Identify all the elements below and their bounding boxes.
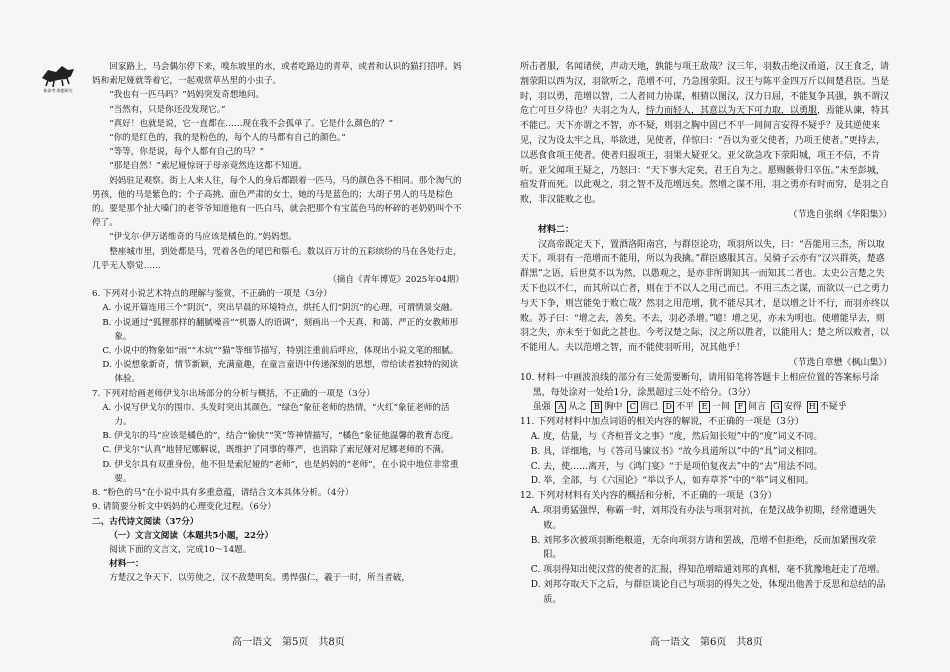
- q10-word-a: 从之: [568, 402, 587, 413]
- material-1-label: 材料一：: [109, 559, 144, 570]
- q7-option-d: D. 伊戈尔具有双重身份，他不但是索尼娅的“老师”，也是妈妈的“老师”，在小说中地位非常重要。: [102, 459, 459, 484]
- story-para-6: “等等，你是说，每个人都有自己的马？”: [109, 147, 265, 158]
- q7-option-b: B. 伊戈尔的马“应该是橘色的”，结合“愉快”“笑”等神情描写，“橘色”象征他温馨的教育态度。: [102, 431, 459, 442]
- question-6: 6. 下列对小说艺术特点的理解与鉴赏，不正确的一项是（3分）: [92, 289, 332, 300]
- material-1-text-b: ，焉能从谏，特其不能已。天下亦谓之不智，亦不疑，则羽之胸中固已不平一间间言安得不疑乎？及其逆使来见，汉为设太牢之具，举欲进，见使者，佯惊曰：“吾以为亚父使者，乃项王使者。”更持去，以恶食食项王使者。使者归报项王，羽果大疑亚父。亚父欲急攻下荥阳城，项王不信，不肯听。亚父闻项王疑之，乃怒曰：“天下事大定矣，君王自为之。愿赐骸骨归卒伍。”未至彭城，疽发背而死。以此观之，羽之智不及范增远矣。然增之谋不用，羽之勇亦有时而穷，是羽之自败，非汉能败之也。: [520, 106, 890, 206]
- material-1-underlined: 恃力而轻人，其意以为天下可力取，以勇服: [646, 106, 818, 117]
- q10-box-e[interactable]: E: [699, 401, 710, 413]
- q12-option-b: B. 刘邦多次被项羽断绝粮道，无奈向项羽方请和罢战，范增不但拒绝，反而加紧围攻荥阳。: [530, 535, 877, 561]
- right-page: [520, 60, 892, 607]
- question-9: 9. 请简要分析文中妈妈的心理变化过程。（6分）: [92, 502, 276, 513]
- q11-option-a: A. 度，估量，与《齐桓晋文之事》“度，然后知长短”中的“度”词义不同。: [530, 431, 823, 442]
- q12-option-a: A. 项羽勇猛强悍，称霸一时，刘邦没有办法与项羽对抗，在楚汉战争初期，经常遭遇失败。: [530, 505, 877, 531]
- subsection-1-heading: （一）文言文阅读（本题共5小题，22分）: [109, 530, 274, 541]
- publisher-logo: [38, 60, 78, 94]
- story-para-8: 妈妈驻足观察。街上人来人往，每个人的身后都跟着一匹马，马的颜色各不相同。那个淘气的男孩，他的马是紫色的；个子高挑、面色严肃的女士，她的马是蓝色的；大胡子男人的马是棕色的。要是那个扯大嗓门的老爷爷知道他有一匹白马，就会把那个有宝蓝色马的杯碎的老奶奶叫个不停了。: [92, 175, 462, 229]
- material-1-text: [520, 60, 892, 208]
- question-10: 10. 材料一中画波浪线的部分有三处需要断句，请用铅笔将答题卡上相应位置的答案标号涂黑，每处涂对一处给1分，涂黑超过三处不给分。（3分）: [520, 372, 880, 398]
- story-para-10: 整座城市里，到处都是马，咒着各色的尾巴和鬃毛。数以百万计的五彩缤纷的马在各处行走，几乎无人察觉……: [92, 246, 462, 271]
- q10-choice-line: [520, 400, 892, 415]
- q10-line-prefix: 虽强: [532, 402, 551, 413]
- q10-word-e: 一间: [712, 402, 731, 413]
- section-2-heading: 二、古代诗文阅读（37分）: [92, 516, 199, 527]
- reading-intro: 阅读下面的文言文，完成10～14题。: [109, 544, 252, 555]
- q10-box-c[interactable]: C: [627, 401, 638, 413]
- material-2-label: 材料二：: [538, 224, 575, 235]
- q10-word-b: 胸中: [604, 402, 623, 413]
- story-para-1: 回家路上，马会偶尔停下来，嗅东坡里的水，或者吃路边的青草，或者和认识的猫打招呼。妈妈和索尼娅就等着它，一起观赏草丛里的小虫子。: [92, 62, 462, 87]
- q10-box-d[interactable]: D: [663, 401, 674, 413]
- q7-option-c: C. 伊戈尔“认真”地替尼娜解说，既维护了同事的尊严，也消除了索尼娅对尼娜老师的不满。: [102, 445, 450, 456]
- left-page: [92, 60, 464, 586]
- svg-text:新高考·命题研究: 新高考·命题研究: [43, 88, 73, 93]
- q10-box-b[interactable]: B: [591, 401, 602, 413]
- story-para-5: “你的是红色的，我的是粉色的，每个人的马都有自己的颜色。”: [109, 133, 346, 144]
- q10-box-h[interactable]: H: [807, 401, 818, 413]
- story-para-7: “那是自然！”索尼娅惊讶于母亲竟然连这都不知道。: [109, 161, 308, 172]
- q10-word-g: 安得: [783, 402, 802, 413]
- material-2-source: （节选自章懋《枫山集》）: [788, 357, 892, 368]
- q6-option-d: D. 小说想象新奇，情节新颖，充满童趣，在童言童语中传递深刻的思想，带给读者独特的阅读体验。: [102, 360, 459, 385]
- question-8: 8. “粉色的马”在小说中具有多重意蕴，请结合文本具体分析。（4分）: [92, 488, 354, 499]
- q11-option-c: C. 去，使……离开，与《鸿门宴》“于是项伯复夜去”中的“去”用法不同。: [530, 461, 823, 472]
- q6-option-a: A. 小说开篇连用三个“阴沉”，突出早晨的环境特点，烘托人们“阴沉”的心理，可谓情景交融。: [102, 303, 459, 314]
- story-para-9: “伊戈尔·伊万诺维奇的马应该是橘色的。”妈妈想。: [109, 232, 297, 243]
- material-1-source: （节选自张纲《华阳集》）: [788, 209, 892, 220]
- story-para-3: “当然有，只是你还没发现它。”: [109, 104, 226, 115]
- story-para-2: “我也有一匹马吗？”妈妈突发奇想地问。: [109, 90, 265, 101]
- q10-word-h: 不疑乎: [819, 402, 847, 413]
- q10-word-f: 间言: [747, 402, 766, 413]
- q10-box-a[interactable]: A: [555, 401, 566, 413]
- q10-box-g[interactable]: G: [771, 401, 782, 413]
- q12-option-c: C. 项羽得知出使汉营的使者的汇报，得知范增暗通刘邦的真相，毫不犹豫地赶走了范增。: [530, 565, 886, 576]
- material-1-start: 方楚汉之争天下，以劳使之，汉不敌楚明矣。勇悍强仁，羲于一时，所当者破，: [109, 573, 410, 584]
- q11-option-b: B. 具，详细地，与《答司马谏议书》“故今具道所以”中的“具”词义相同。: [530, 446, 823, 457]
- footer-page-6: 高一语文 第6页 共8页: [650, 637, 763, 648]
- q6-option-b: B. 小说通过“狐狸那样的翻腻噪音”“机器人的语调”，刻画出一个天真、和蔼、严正的女教师形象。: [102, 317, 459, 342]
- q6-option-c: C. 小说中的物象如“雨”“木炕”“猫”等细节描写，特别注重前后呼应，体现出小说文笔的细腻。: [102, 346, 459, 357]
- q10-word-c: 固已: [640, 402, 659, 413]
- material-1-text-a: 所击者服，名闻诸侯，声动天地，孰能与项王敌哉？汉三年，羽数击绝汉甬道，汉王食乏，请割荥阳以西为汉，羽欲听之，范增不可，乃急围荥阳。汉王与陈平金四万斤以间楚君臣。当是时，羽以勇，范增以智，二人者同力协谋，相猜以图汉，汉力日屈，不能复争其强，孰不谓汉危亡可旦夕待也？夫羽之为人，: [520, 62, 890, 117]
- question-7: 7. 下列对给画老师伊戈尔出场部分的分析与概括，不正确的一项是（3分）: [92, 388, 375, 399]
- story-para-4: “真好！也就是说，它一直都在……现在我不会孤单了。它是什么颜色的？”: [109, 118, 393, 129]
- question-11: 11. 下列对材料中加点词语的相关内容的解说，不正确的一项是（3分）: [520, 417, 804, 428]
- q10-box-f[interactable]: F: [735, 401, 746, 413]
- q11-option-d: D. 举，全部，与《六国论》“举以予人，如弃草芥”中的“举”词义相同。: [530, 476, 814, 487]
- story-source: （摘自《青年博览》2025年04期）: [328, 275, 464, 286]
- q7-option-a: A. 小说写伊戈尔的围巾、头发时突出其颜色，“绿色”象征老师的热情，“火红”象征老师的活力。: [102, 402, 450, 428]
- material-2-text: 汉高帝既定天下，置酒洛阳南宫，与群臣论功，项羽所以失，曰：“吾能用三杰，所以取天下。项羽有一范增而不能用，所以为我擒。”群臣感服其言。吴骑子云亦有“汉兴群英，楚惑群黑”之语，后世莫不以为然，以愚观之，是亦非所谓知其一而知其二者也。太史公言楚之失天下也以不仁，而其所以亡者，则在于不以人之用己而已。不用三杰之谋，而欲以一己之勇力与天下争，则岂能免于败亡哉？然羽之用范增，犹不能尽其才，是以增之计不行，而羽亦终以败。苏子曰：“增之去，善矣。不去，羽必杀增。”噫！增之见，亦未为明也。使增能早去，则羽之失，亦未至于如此之甚也。今考汉楚之际，汉之所以胜者，以能用人；楚之所以败者，以不能用人。夫以范增之智，而不能使羽听用，况其他乎！: [520, 239, 890, 354]
- footer-page-5: 高一语文 第5页 共8页: [232, 637, 345, 648]
- q10-word-d: 不平: [676, 402, 695, 413]
- question-12: 12. 下列对材料有关内容的概括和分析，不正确的一项是（3分）: [520, 491, 777, 502]
- q12-option-d: D. 刘邦夺取天下之后，与群臣谈论自己与项羽的得失之处，体现出他善于反思和总结的品质。: [530, 579, 886, 605]
